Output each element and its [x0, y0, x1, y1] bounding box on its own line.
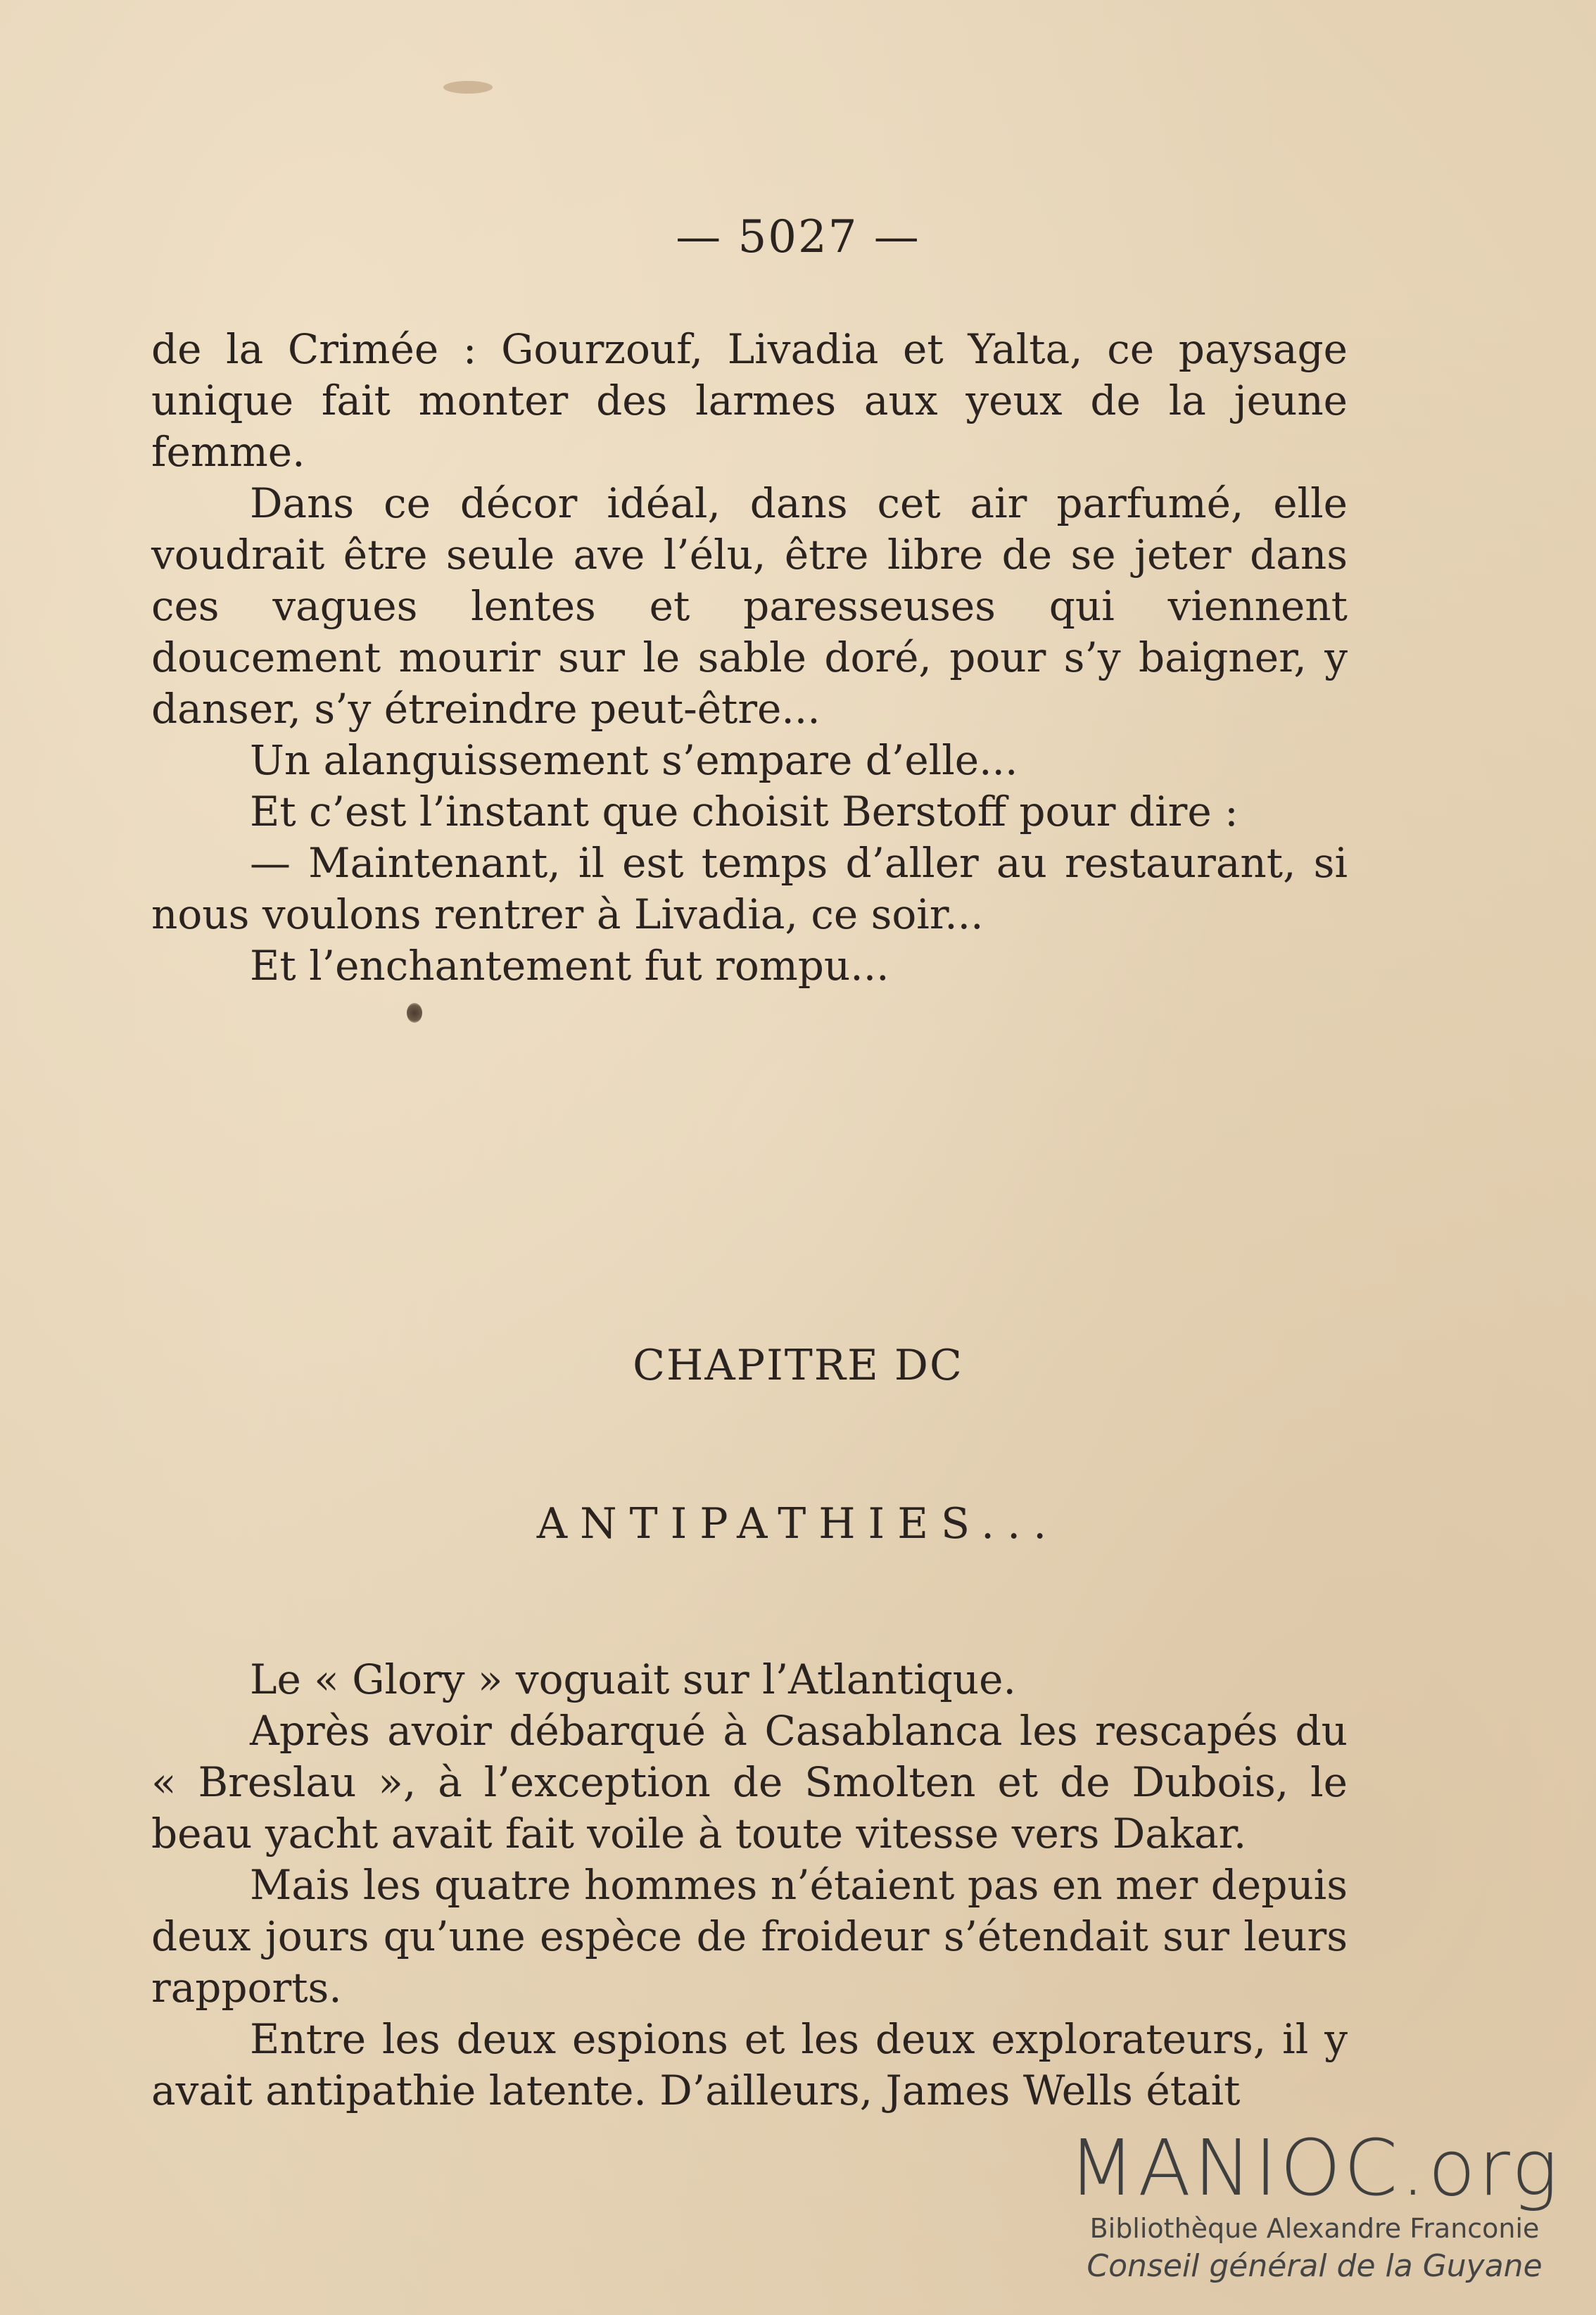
ink-spot [407, 1003, 422, 1023]
manioc-watermark [1061, 2123, 1568, 2286]
paragraph: — Maintenant, il est temps d’aller au restaurant, si nous voulons rentrer à Livadia, ce soir... [151, 839, 1348, 938]
watermark-council: Conseil général de la Guyane [1087, 2248, 1543, 2284]
paragraph: de la Crimée : Gourzouf, Livadia et Yalta, ce paysage unique fait monter des larmes aux yeux de la jeune femme. [151, 325, 1348, 476]
paragraph: Le « Glory » voguait sur l’Atlantique. [250, 1655, 1016, 1703]
manioc-logo: MANIOC.org [1068, 2123, 1561, 2213]
paragraph: Mais les quatre hommes n’étaient pas en mer depuis deux jours qu’une espèce de froideur s’étendait sur leurs rapports. [151, 1861, 1348, 2012]
paragraph: Et c’est l’instant que choisit Berstoff pour dire : [250, 788, 1239, 835]
paragraph: Entre les deux espions et les deux explorateurs, il y avait antipathie latente. D’ailleurs, James Wells était [151, 2015, 1348, 2114]
paragraph: Après avoir débarqué à Casablanca les rescapés du « Breslau », à l’exception de Smolten et de Dubois, le beau yacht avait fait voile à toute vitesse vers Dakar. [151, 1707, 1348, 1857]
chapter-heading: CHAPITRE DC [633, 1341, 963, 1390]
top-text-block [151, 324, 1348, 992]
page-number: — 5027 — [676, 211, 920, 263]
paragraph: Un alanguissement s’empare d’elle... [250, 736, 1018, 784]
bottom-text-block [151, 1654, 1348, 2117]
paragraph: Dans ce décor idéal, dans cet air parfumé, elle voudrait être seule ave l’élu, être libre de se jeter dans ces vagues lentes et paresseuses qui viennent doucement mourir sur le sable doré, pour s’y baigner, y danser, s’y étreindre peut-être... [151, 479, 1348, 733]
paper-stain [443, 81, 493, 94]
watermark-library: Bibliothèque Alexandre Franconie [1089, 2213, 1540, 2244]
chapter-title: ANTIPATHIES... [536, 1499, 1060, 1548]
paragraph: Et l’enchantement fut rompu... [250, 942, 889, 990]
